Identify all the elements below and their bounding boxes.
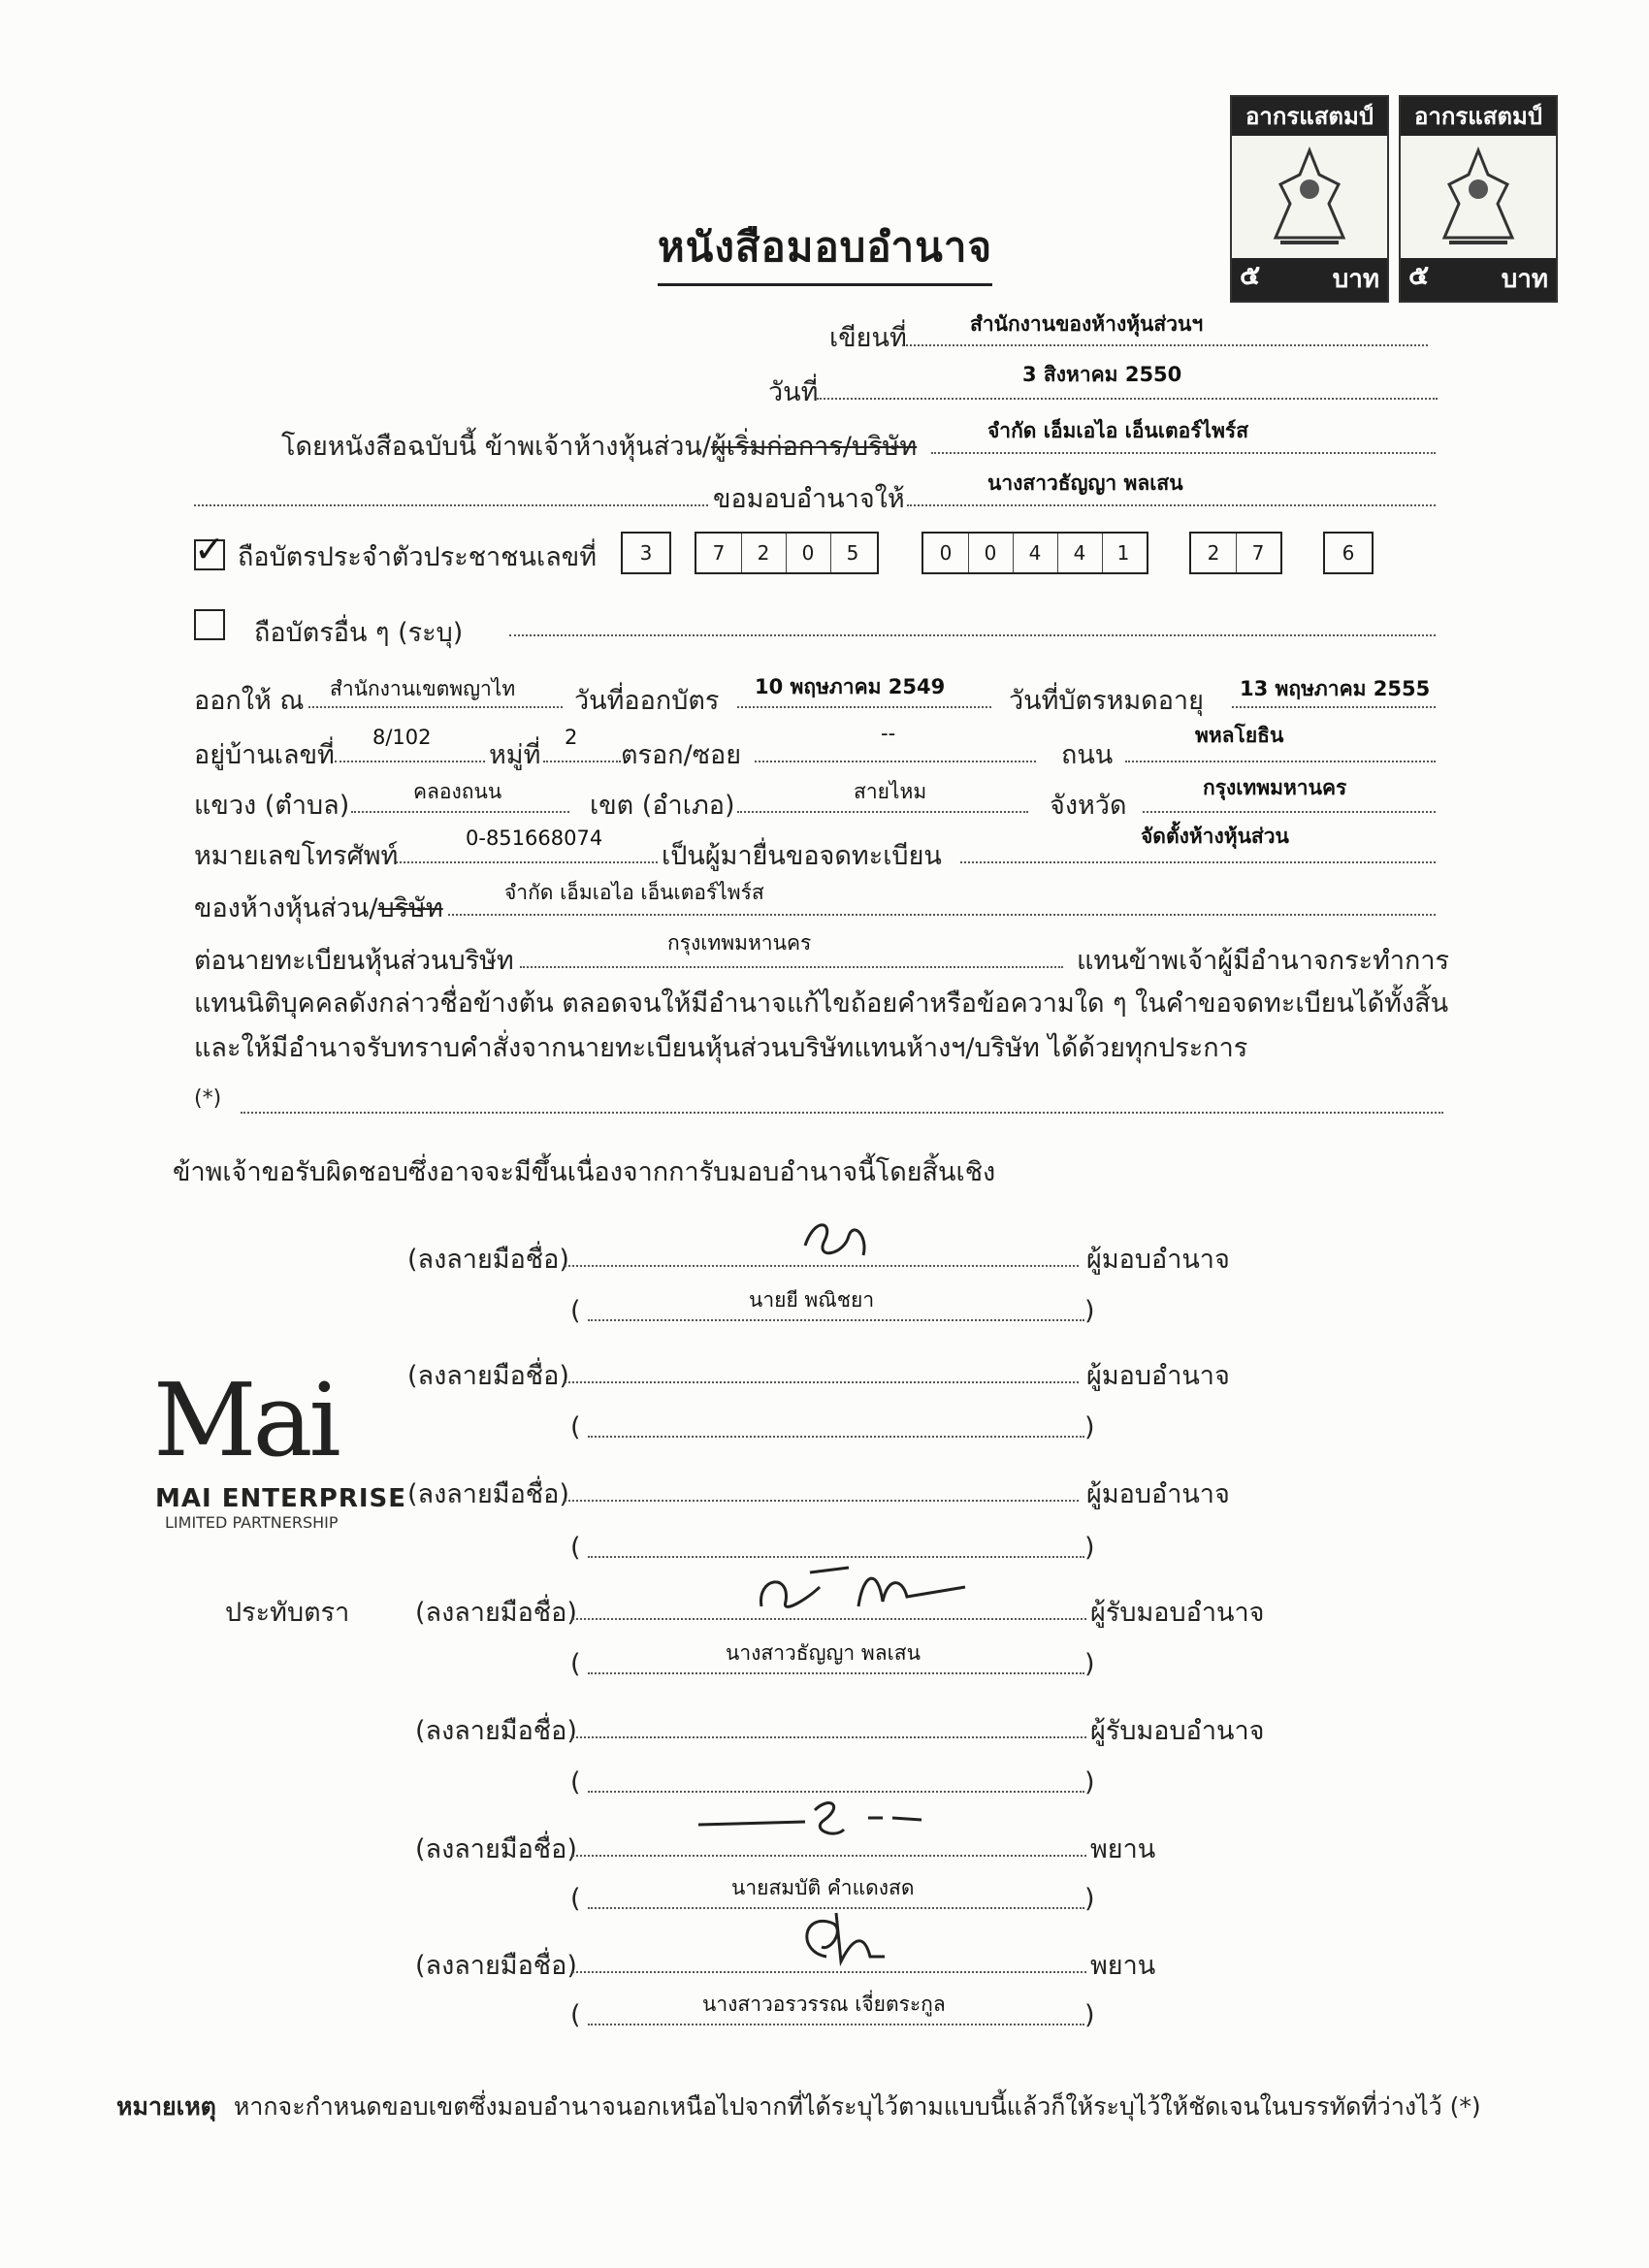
id-digit: 0 [786,534,831,572]
paren-open: ( [570,1884,581,1914]
grantor-label-text: โดยหนังสือฉบับนี้ ข้าพเจ้าห้างหุ้นส่วน/ [281,432,711,462]
sign-label: (ลงลายมือชื่อ) [407,1245,569,1275]
id-digit: 3 [639,541,653,565]
sign-label: (ลงลายมือชื่อ) [407,1479,569,1509]
registrar-suffix: แทนข้าพเจ้าผู้มีอำนาจกระทำการ [1077,946,1450,976]
dotted-line [509,634,1436,636]
phone-label: หมายเลขโทรศัพท์ [194,841,399,871]
province-label: จังหวัด [1050,791,1127,821]
sign-label: (ลงลายมือชื่อ) [415,1598,577,1628]
deity-emblem-icon [1430,146,1527,252]
paren-open: ( [570,1533,581,1563]
purpose-value: จัดตั้งห้างหุ้นส่วน [1141,825,1289,848]
issue-date-value: 10 พฤษภาคม 2549 [755,675,946,698]
body-line: แทนนิติบุคคลดังกล่าวชื่อข้างต้น ตลอดจนให้มีอำนาจแก้ไขถ้อยคำหรือข้อความใด ๆ ในคำขอจดทะเบียนได้ทั้งสิ้น [194,988,1449,1019]
note-text: หากจะกำหนดขอบเขตซึ่งมอบอำนาจนอกเหนือไปจากที่ได้ระบุไว้ตามแบบนี้แล้วก็ให้ระบุไว้ให้ชัดเจนในบรรทัดที่ว่างไว้ (*) [233,2092,1481,2121]
dotted-line [817,398,1438,400]
signature-image [752,1558,1004,1626]
issued-at-value: สำนักงานเขตพญาไท [330,677,516,700]
revenue-stamp [1230,95,1389,303]
dotted-line [194,504,708,506]
sign-role: ผู้รับมอบอำนาจ [1090,1716,1265,1746]
id-digit: 0 [923,534,969,572]
stamp-value: ๕ [1408,259,1430,291]
dotted-line [737,811,1028,813]
written-at-label: เขียนที่ [829,323,907,353]
logo-text: MAI ENTERPRISE [155,1484,406,1513]
dotted-line [572,1736,1086,1738]
paren-open: ( [570,1412,581,1442]
paren-open: ( [570,1767,581,1798]
dotted-line [960,861,1436,863]
id-digit: 1 [1116,541,1130,565]
sign-label: (ลงลายมือชื่อ) [415,1951,577,1981]
dotted-line [737,706,991,708]
dotted-line [572,1855,1086,1857]
id-digit: 2 [741,534,787,572]
stamp-header: อากรแสตมป์ [1232,97,1387,136]
district-label: เขต (อำเภอ) [590,791,735,821]
body-line: และให้มีอำนาจรับทราบคำสั่งจากนายทะเบียนหุ้นส่วนบริษัทแทนห้างฯ/บริษัท ได้ด้วยทุกประการ [194,1033,1248,1063]
grantee-label: ขอมอบอำนาจให้ [713,484,905,514]
road-value: พหลโยธิน [1195,724,1284,747]
date-label: วันที่ [768,377,819,407]
subdistrict-value: คลองถนน [413,780,502,803]
issued-at-label: ออกให้ ณ [194,686,305,716]
expire-date-value: 13 พฤษภาคม 2555 [1240,677,1431,700]
other-card-checkbox[interactable] [194,609,225,640]
dotted-line [448,914,1436,916]
subdistrict-label: แขวง (ตำบล) [194,791,350,821]
sign-name: นางสาวธัญญา พลเสน [726,1641,921,1665]
moo-label: หมู่ที่ [489,740,541,770]
paren-open: ( [570,2000,581,2030]
dotted-line [335,761,485,762]
house-label: อยู่บ้านเลขที่ [194,740,335,770]
sign-role: ผู้มอบอำนาจ [1086,1479,1230,1509]
sign-label: (ลงลายมือชื่อ) [415,1716,577,1746]
sign-role: ผู้มอบอำนาจ [1086,1361,1230,1391]
sign-label: (ลงลายมือชื่อ) [415,1834,577,1864]
id-digit: 5 [846,541,859,565]
id-digit: 7 [1251,541,1265,565]
issue-date-label: วันที่ออกบัตร [574,686,720,716]
stamp-unit: บาท [1232,258,1387,301]
signature-image [795,1216,883,1275]
dotted-line [520,966,1063,968]
sign-label: (ลงลายมือชื่อ) [407,1361,569,1391]
stamp-unit: บาท [1401,258,1556,301]
dotted-line [755,761,1036,762]
dotted-line [565,1381,1079,1383]
other-card-label: ถือบัตรอื่น ๆ (ระบุ) [254,618,464,648]
deity-emblem-icon [1261,146,1358,252]
dotted-line [931,452,1436,454]
expire-date-label: วันที่บัตรหมดอายุ [1009,686,1204,716]
signature-image [689,1791,931,1849]
soi-label: ตรอก/ซอย [621,740,742,770]
dotted-line [588,1319,1084,1321]
dotted-line [351,811,569,813]
id-digit-group [922,532,1148,574]
partnership-struck-text: บริษัท [377,893,443,923]
footnote [116,2088,1481,2126]
id-digit-group [1189,532,1282,574]
dotted-line [396,861,658,863]
id-digit: 4 [1013,534,1058,572]
grantor-value: จำกัด เอ็มเอไอ เอ็นเตอร์ไพร์ส [987,419,1249,442]
registrar-label: ต่อนายทะเบียนหุ้นส่วนบริษัท [194,946,514,976]
page-title: หนังสือมอบอำนาจ [658,215,992,286]
id-digit-group [621,532,671,574]
phone-value: 0-851668074 [466,826,603,850]
paren-close: ) [1084,1767,1095,1798]
paren-close: ) [1084,1884,1095,1914]
responsibility-text: ข้าพเจ้าขอรับผิดชอบซึ่งอาจจะมีขึ้นเนื่องจากการับมอบอำนาจนี้โดยสิ้นเชิง [173,1157,996,1187]
check-icon: ✓ [194,528,225,570]
paren-close: ) [1084,1649,1095,1679]
dotted-line [1232,706,1436,708]
stamp-header: อากรแสตมป์ [1401,97,1556,136]
note-label: หมายเหตุ [116,2092,216,2121]
road-label: ถนน [1061,740,1114,770]
company-logo [146,1361,406,1533]
sign-role: พยาน [1090,1834,1156,1864]
paren-close: ) [1084,1296,1095,1326]
revenue-stamp [1399,95,1558,303]
district-value: สายไหม [854,780,927,803]
id-digit: 6 [1342,541,1355,565]
id-digit: 7 [696,534,742,572]
sign-name: นางสาวอรวรรณ เจี่ยตระกูล [702,1993,946,2016]
dotted-line [543,761,621,762]
dotted-line [902,344,1428,346]
paren-open: ( [570,1296,581,1326]
paren-close: ) [1084,1533,1095,1563]
grantee-value: นางสาวธัญญา พลเสน [987,471,1183,495]
dotted-line [1125,761,1436,762]
id-card-checkbox[interactable] [194,528,225,570]
sign-name: นายสมบัติ คำแดงสด [731,1876,915,1899]
house-value: 8/102 [372,726,432,749]
id-digit: 0 [968,534,1014,572]
id-digit: 2 [1191,534,1237,572]
paren-close: ) [1084,2000,1095,2030]
grantor-struck-text: ผู้เริ่มก่อการ/บริษัท [710,432,918,462]
id-card-label: ถือบัตรประจำตัวประชาชนเลขที่ [238,542,597,572]
logo-subtext: LIMITED PARTNERSHIP [165,1513,339,1532]
id-digit: 4 [1057,534,1103,572]
stamp-value: ๕ [1240,259,1261,291]
paren-close: ) [1084,1412,1095,1442]
soi-value: -- [881,722,896,745]
sign-name: นายยี พณิชยา [749,1288,875,1312]
dotted-line [308,706,563,708]
sign-role: ผู้รับมอบอำนาจ [1090,1598,1265,1628]
seal-label: ประทับตรา [225,1598,350,1628]
moo-value: 2 [565,726,578,749]
id-digit-group [1323,532,1374,574]
date-value: 3 สิงหาคม 2550 [1022,363,1182,386]
sign-role: ผู้มอบอำนาจ [1086,1245,1230,1275]
dotted-line [565,1500,1079,1502]
partnership-value: จำกัด เอ็มเอไอ เอ็นเตอร์ไพร์ส [504,881,764,904]
id-digit-group [695,532,879,574]
written-at-value: สำนักงานของห้างหุ้นส่วนฯ [970,312,1204,336]
asterisk-label: (*) [194,1086,222,1111]
dotted-line [1143,811,1436,813]
partnership-label [194,887,443,928]
dotted-line [588,1672,1084,1674]
partnership-label-text: ของห้างหุ้นส่วน/ [194,893,378,923]
sign-role: พยาน [1090,1951,1156,1981]
registrar-value: กรุงเทพมหานคร [667,931,812,955]
paren-open: ( [570,1649,581,1679]
signature-image [788,1903,904,1971]
dotted-line [572,1971,1086,1973]
province-value: กรุงเทพมหานคร [1203,776,1347,799]
dotted-line [588,2024,1084,2025]
grantor-label [281,425,917,467]
dotted-line [241,1112,1443,1114]
purpose-label: เป็นผู้มายื่นขอจดทะเบียน [662,841,942,871]
dotted-line [907,504,1436,506]
logo-mark: Mai [153,1361,338,1479]
dotted-line [588,1436,1084,1438]
